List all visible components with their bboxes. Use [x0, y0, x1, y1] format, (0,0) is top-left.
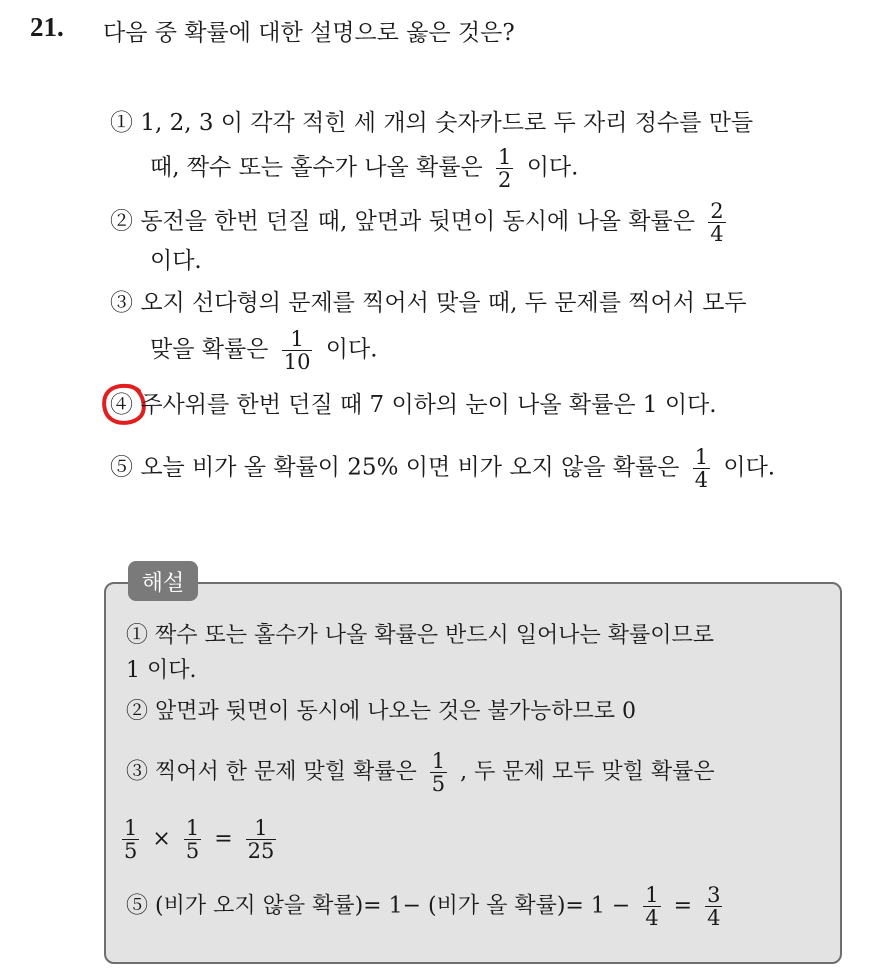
equation-fraction-c — [246, 817, 277, 862]
option-2-fraction — [708, 200, 725, 245]
option-3-marker: ③ — [110, 290, 133, 316]
equals-sign: = — [673, 893, 693, 919]
option-1-frac-den: 2 — [498, 168, 512, 192]
explanation-5-text: ⑤ (비가 오지 않을 확률)= 1− (비가 올 확률)= 1 − — [126, 893, 631, 919]
equation-b-num: 1 — [185, 816, 200, 840]
option-2-frac-den: 4 — [710, 222, 724, 246]
equation-a-den: 5 — [124, 839, 138, 863]
question-text: 다음 중 확률에 대한 설명으로 옳은 것은? — [103, 20, 515, 46]
option-4-text: 주사위를 한번 던질 때 7 이하의 눈이 나올 확률은 1 이다. — [140, 392, 717, 418]
option-2-text-2: 이다. — [150, 248, 202, 274]
explanation-5-line — [126, 884, 728, 929]
question-number: 21. — [30, 12, 64, 42]
option-1-text-1: 1, 2, 3 이 각각 적힌 세 개의 숫자카드로 두 자리 정수를 만들 — [140, 110, 754, 136]
option-2-marker: ② — [110, 208, 133, 235]
option-3-line-1 — [110, 286, 747, 320]
option-5-text-1: 오늘 비가 올 확률이 25% 이면 비가 오지 않을 확률은 — [140, 454, 680, 481]
option-3-text-2: 맞을 확률은 — [150, 336, 269, 363]
explanation-5-b-den: 4 — [707, 906, 721, 930]
option-1-text-3: 이다. — [526, 154, 579, 181]
option-1-line-1 — [110, 106, 753, 140]
option-5-frac-den: 4 — [694, 468, 709, 492]
explanation-5-fraction-a — [643, 884, 660, 929]
option-1-frac-num: 1 — [498, 145, 512, 169]
option-1-line-2 — [150, 146, 578, 191]
explanation-3-line-1 — [126, 750, 715, 795]
explanation-5-a-num: 1 — [645, 883, 659, 907]
option-3-text-1: 오지 선다형의 문제를 찍어서 맞을 때, 두 문제를 찍어서 모두 — [140, 290, 747, 316]
option-3-text-3: 이다. — [325, 336, 378, 363]
times-sign: × — [152, 826, 171, 852]
option-3-frac-den: 10 — [283, 350, 311, 374]
explanation-3-text-2: , 두 문제 모두 맞힐 확률은 — [460, 759, 715, 785]
option-2-line-1 — [110, 200, 732, 245]
option-3-frac-num: 1 — [290, 327, 304, 351]
equation-c-den: 25 — [247, 839, 275, 863]
option-3-fraction — [282, 328, 313, 373]
explanation-label: 해설 — [128, 561, 198, 601]
equation-a-num: 1 — [124, 816, 138, 840]
option-1-fraction — [496, 146, 513, 191]
explanation-5-a-den: 4 — [645, 906, 659, 930]
explanation-5-b-num: 3 — [707, 883, 721, 907]
explanation-3-fraction — [430, 750, 447, 795]
option-5-fraction — [693, 446, 710, 491]
explanation-5-fraction-b — [705, 884, 722, 929]
explanation-3-equation — [122, 817, 282, 862]
option-1-text-2: 때, 짝수 또는 홀수가 나올 확률은 — [150, 154, 483, 181]
option-5-line — [110, 446, 775, 491]
option-5-marker: ⑤ — [110, 454, 133, 481]
option-3-line-2 — [150, 328, 378, 373]
explanation-3-frac-den: 5 — [431, 772, 446, 796]
equation-fraction-a — [122, 817, 139, 862]
option-2-frac-num: 2 — [710, 199, 724, 223]
explanation-1-line-1: ① 짝수 또는 홀수가 나올 확률은 반드시 일어나는 확률이므로 — [126, 623, 714, 648]
explanation-2: ② 앞면과 뒷면이 동시에 나오는 것은 불가능하므로 0 — [126, 699, 636, 724]
explanation-1-line-2: 1 이다. — [126, 658, 197, 683]
option-5-frac-num: 1 — [694, 445, 709, 469]
explanation-3-text-1: ③ 찍어서 한 문제 맞힐 확률은 — [126, 759, 417, 785]
option-1-marker: ① — [110, 110, 133, 136]
equation-b-den: 5 — [185, 839, 200, 863]
option-4-marker: ④ — [110, 392, 133, 418]
equals-sign: = — [214, 826, 233, 852]
option-2-text-1: 동전을 한번 던질 때, 앞면과 뒷면이 동시에 나올 확률은 — [140, 208, 695, 235]
equation-c-num: 1 — [254, 816, 268, 840]
option-4-line — [110, 388, 717, 422]
explanation-3-frac-num: 1 — [431, 749, 446, 773]
equation-fraction-b — [184, 817, 201, 862]
option-5-text-2: 이다. — [723, 454, 776, 481]
